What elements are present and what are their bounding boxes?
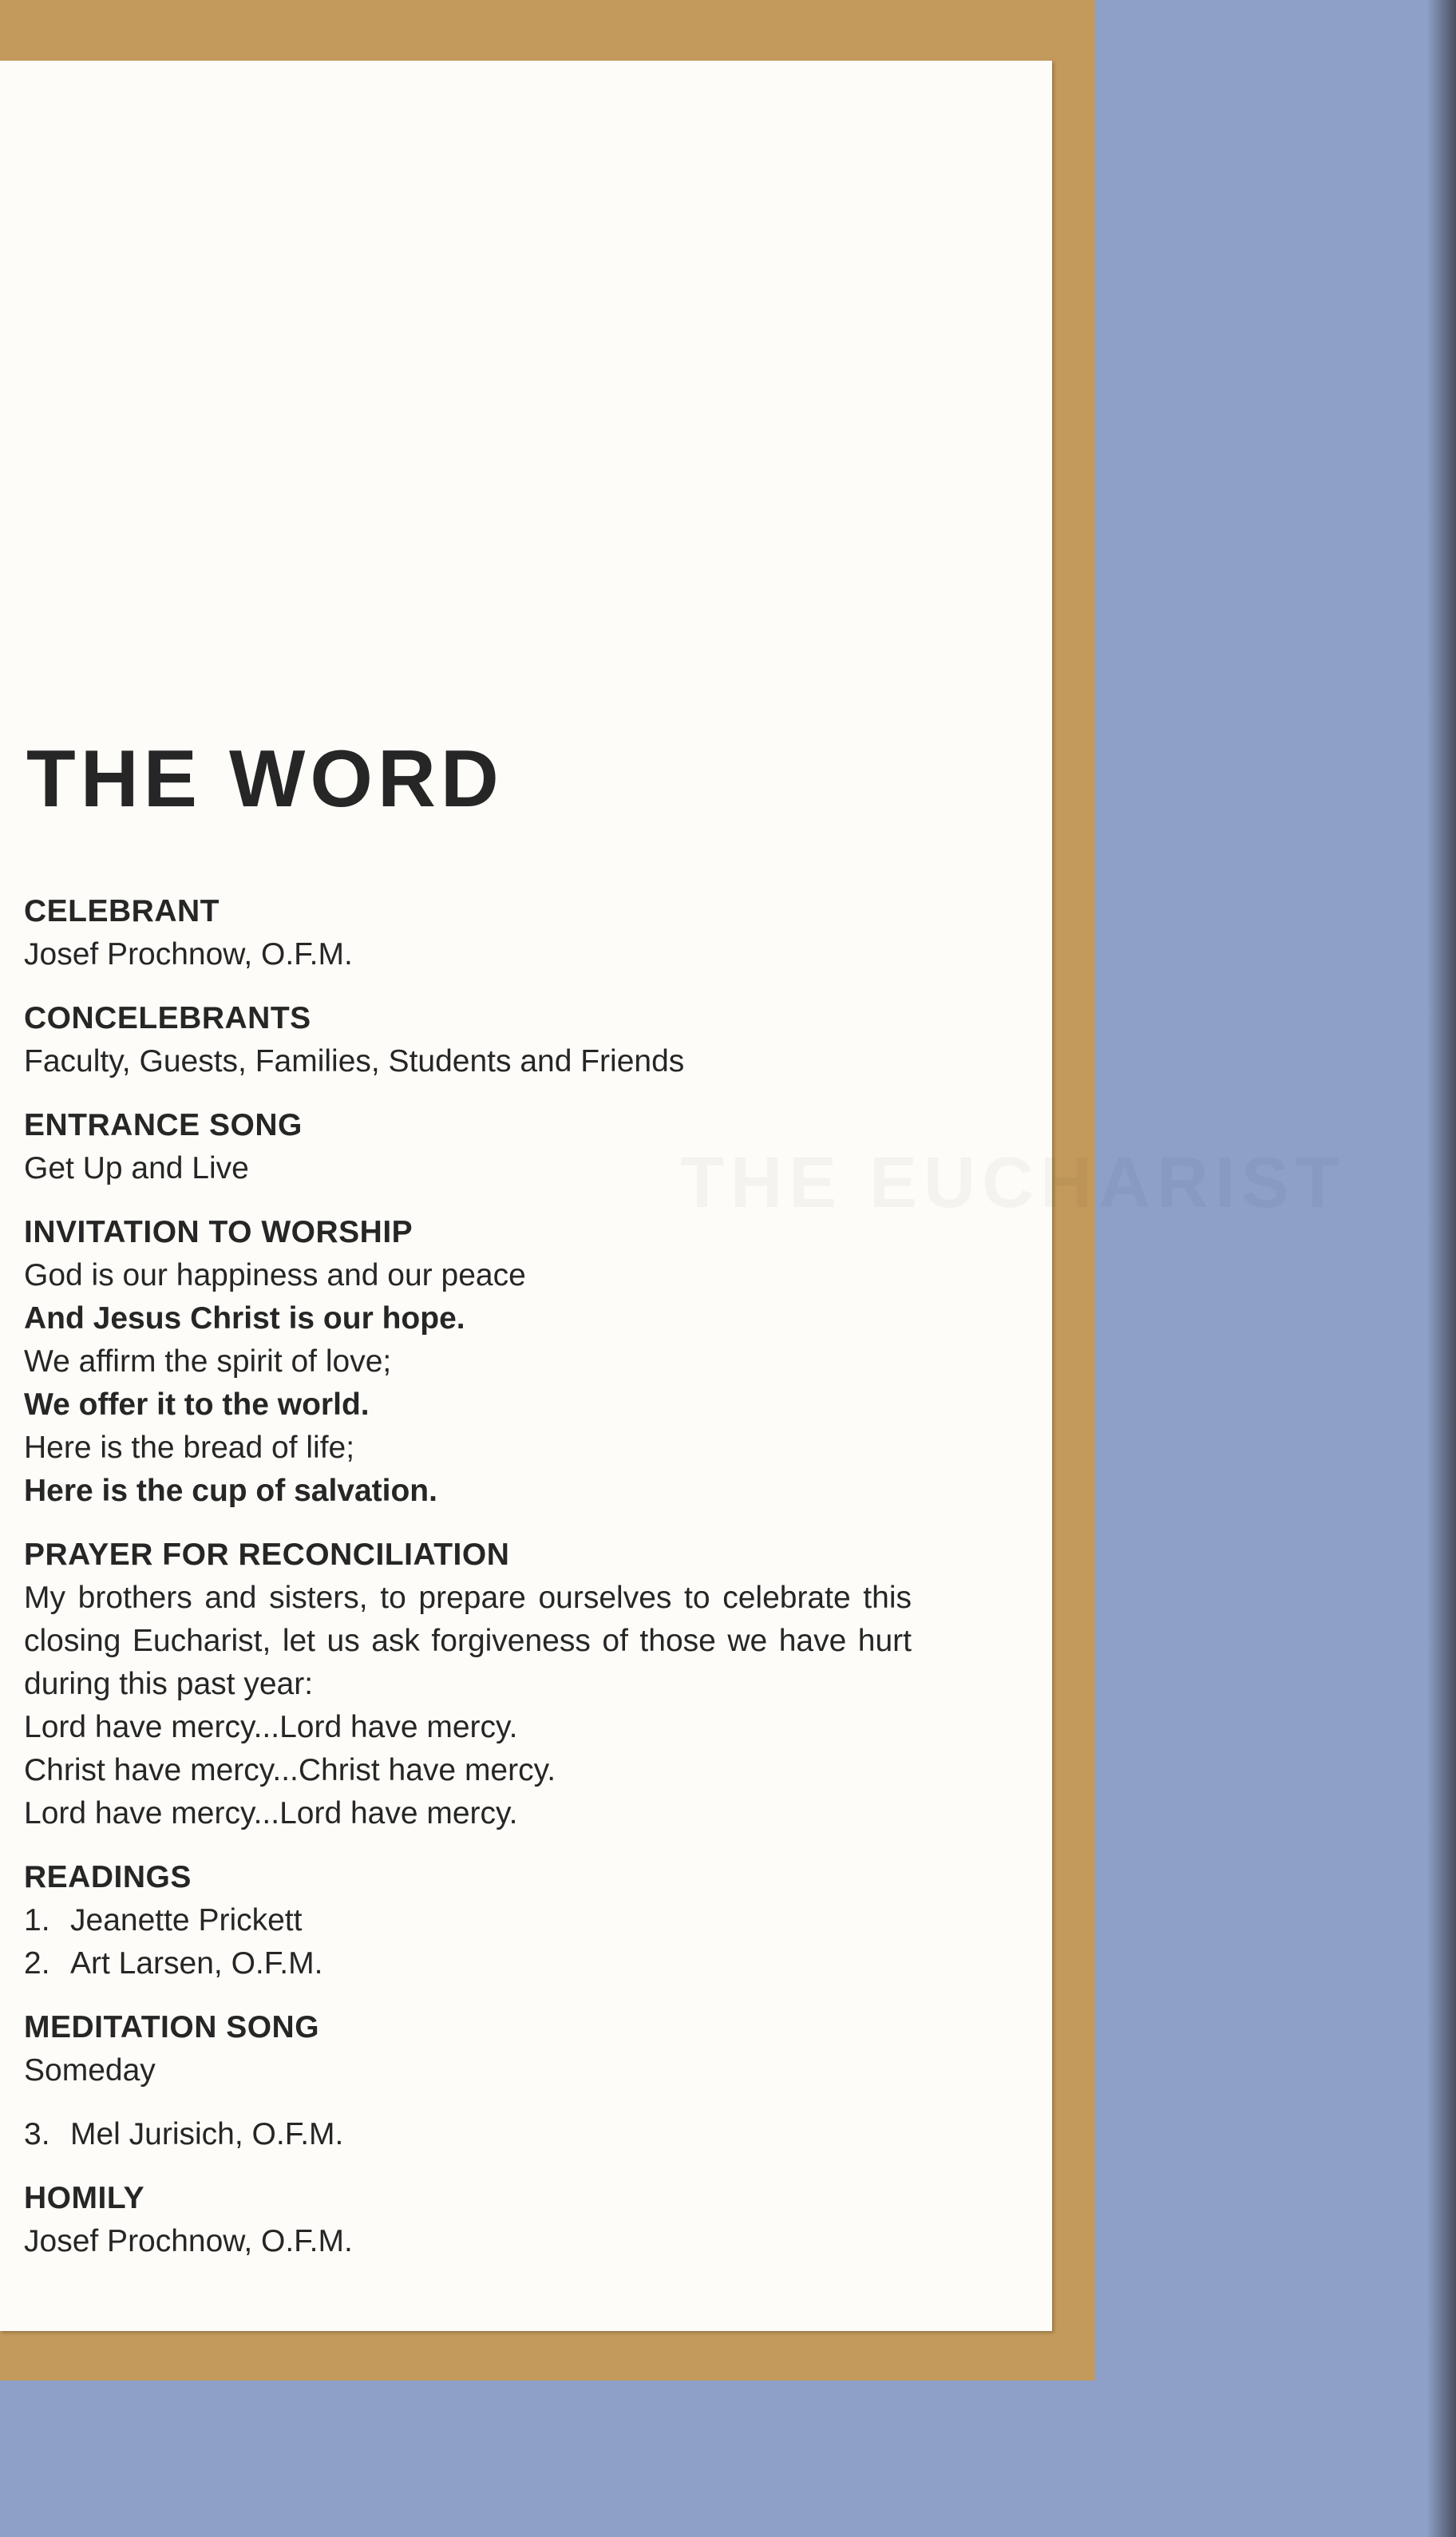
invitation-response: And Jesus Christ is our hope. [24, 1301, 465, 1336]
reading-item [24, 1899, 934, 1942]
section-heading: READINGS [24, 1860, 192, 1894]
page-edge-shadow [1427, 0, 1456, 2537]
homilist-name: Josef Prochnow, O.F.M. [24, 2224, 353, 2258]
reader-name: Mel Jurisich, O.F.M. [70, 2117, 344, 2151]
section-heading: PRAYER FOR RECONCILIATION [24, 1538, 510, 1572]
program-content [24, 734, 934, 2284]
reconciliation-line: Lord have mercy...Lord have mercy. [24, 1796, 518, 1831]
program-page [0, 61, 1052, 2331]
page-title: THE WORD [26, 734, 504, 824]
section-concelebrants [24, 997, 934, 1083]
reconciliation-line: Lord have mercy...Lord have mercy. [24, 1710, 518, 1744]
section-heading: CELEBRANT [24, 894, 220, 928]
section-heading: MEDITATION SONG [24, 2010, 320, 2044]
section-homily [24, 2177, 934, 2263]
celebrant-name: Josef Prochnow, O.F.M. [24, 937, 353, 972]
invitation-response: Here is the cup of salvation. [24, 1474, 437, 1508]
reading-item [24, 2113, 934, 2156]
song-title: Get Up and Live [24, 1151, 249, 1185]
invitation-line: God is our happiness and our peace [24, 1258, 526, 1292]
song-title: Someday [24, 2053, 156, 2088]
reader-name: Jeanette Prickett [70, 1903, 303, 1937]
concelebrants-list: Faculty, Guests, Families, Students and Friends [24, 1044, 685, 1079]
reconciliation-paragraph: My brothers and sisters, to prepare ourselves to celebrate this closing Eucharist, let us ask forgiveness of those we have hurt during this past year: [24, 1581, 912, 1701]
invitation-line: We affirm the spirit of love; [24, 1344, 392, 1379]
reconciliation-line: Christ have mercy...Christ have mercy. [24, 1753, 556, 1787]
section-reconciliation [24, 1534, 934, 1835]
section-heading: CONCELEBRANTS [24, 1001, 311, 1035]
invitation-response: We offer it to the world. [24, 1387, 370, 1422]
section-heading: INVITATION TO WORSHIP [24, 1215, 413, 1249]
section-celebrant [24, 890, 934, 976]
section-heading: HOMILY [24, 2181, 145, 2215]
reading-number: 3. [24, 2117, 50, 2151]
section-readings [24, 1856, 934, 1985]
section-entrance-song [24, 1104, 934, 1190]
reading-item [24, 1942, 934, 1985]
section-meditation-song [24, 2006, 934, 2156]
section-invitation [24, 1211, 934, 1513]
reader-name: Art Larsen, O.F.M. [70, 1946, 323, 1981]
invitation-line: Here is the bread of life; [24, 1431, 355, 1465]
reading-number: 2. [24, 1946, 50, 1981]
section-heading: ENTRANCE SONG [24, 1108, 303, 1142]
reading-number: 1. [24, 1903, 50, 1937]
